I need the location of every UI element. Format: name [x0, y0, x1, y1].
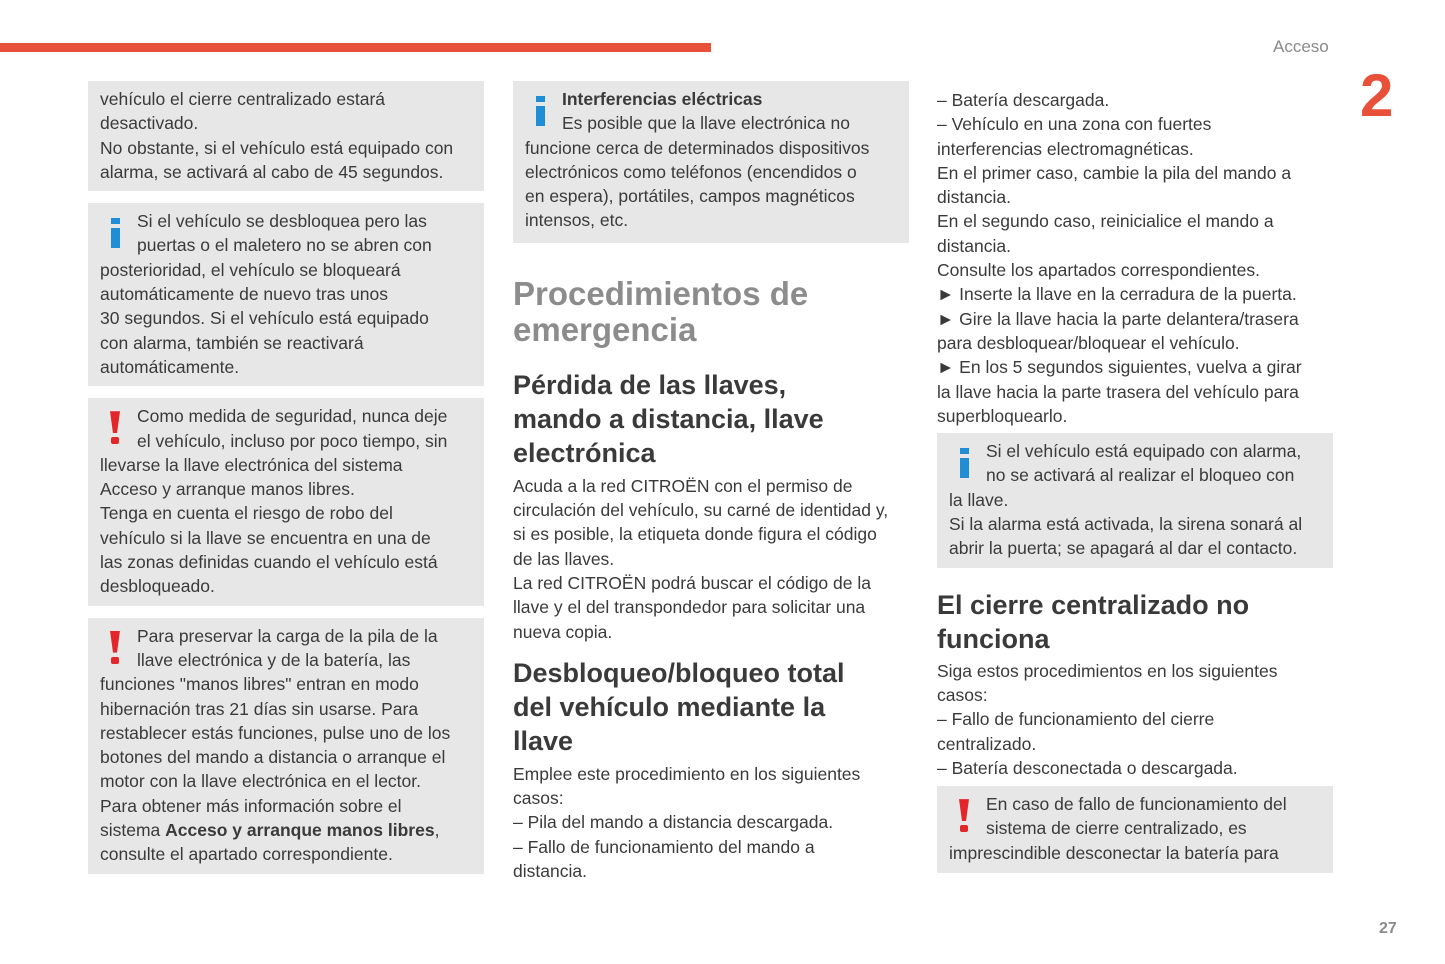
page-number: 27	[1379, 920, 1397, 937]
info-text-rest: la llave. Si la alarma está activada, la sirena sonará al abrir la puerta; se apagará al dar el contacto.	[949, 489, 1303, 559]
system-name-bold: Acceso y arranque manos libres	[165, 820, 435, 841]
warning-text-last: consulte el apartado correspondiente.	[100, 844, 393, 865]
column-left	[88, 81, 484, 874]
info-title: Interferencias eléctricas	[562, 89, 763, 109]
info-text-first: Es posible que la llave electrónica no	[562, 113, 850, 134]
header-accent-bar	[0, 43, 711, 52]
info-text-first: Si el vehículo se desbloquea pero las puertas o el maletero no se abren con	[137, 211, 432, 256]
warning-box-security	[88, 398, 484, 605]
warning-text-rest: llevarse la llave electrónica del sistema Acceso y arranque manos libres. Tenga en cuenta el riesgo de robo del vehículo si la llave se encuentra en una de las zonas definidas cuando el vehículo está desbloqueado.	[100, 454, 438, 597]
info-text-rest: posterioridad, el vehículo se bloqueará automáticamente de nuevo tras unos 30 segundos. Si el vehículo está equipado con alarma, también se reactivará automáticamente.	[100, 259, 429, 377]
warning-text-rest: imprescindible desconectar la batería para	[949, 842, 1279, 863]
section-title: Acceso	[1273, 37, 1329, 56]
heading-unlock-key: Desbloqueo/bloqueo total del vehículo mediante la llave	[513, 657, 845, 756]
warning-text-first: En caso de fallo de funcionamiento del sistema de cierre centralizado, es	[986, 794, 1287, 839]
warning-text-system: sistema Acceso y arranque manos libres,	[100, 820, 440, 841]
text-procedure-steps: – Batería descargada. – Vehículo en una zona con fuertes interferencias electromagnéticas. En el primer caso, cambie la pila del mando a distancia. En el segundo caso, reinicialice el mando a distancia. Consulte los apartados correspondientes. ► Inserte la llave en la cerradura de la puerta. ► Gire la llave hacia la parte delantera/trasera para desbloquear/bloquear el vehículo. ► En los 5 segundos siguientes, vuelva a girar la llave hacia la parte trasera del vehículo para superbloquearlo.	[937, 90, 1302, 426]
column-middle	[513, 81, 909, 883]
info-box-alarm	[937, 433, 1333, 567]
column-right	[937, 81, 1333, 873]
warning-text-first: Como medida de seguridad, nunca deje el vehículo, incluso por poco tiempo, sin	[137, 406, 448, 451]
info-box-door	[88, 203, 484, 386]
info-box-interference	[513, 81, 909, 243]
warning-box-battery	[88, 618, 484, 874]
warning-text-rest: funciones "manos libres" entran en modo hibernación tras 21 días sin usarse. Para restablecer estás funciones, pulse uno de los botones del mando a distancia o arranque el motor con la llave electrónica en el lector. Para obtener más información sobre el	[100, 674, 451, 816]
text-lost-keys: Acuda a la red CITROËN con el permiso de circulación del vehículo, su carné de identidad y, si es posible, la etiqueta donde figura el código de las llaves. La red CITROËN podrá buscar el código de la llave y el del transpondedor para solicitar una nueva copia.	[513, 475, 889, 642]
warning-text-first: Para preservar la carga de la pila de la llave electrónica y de la batería, las	[137, 625, 438, 670]
heading-central-lock: El cierre centralizado no funciona	[937, 589, 1250, 654]
heading-lost-keys: Pérdida de las llaves, mando a distancia, llave electrónica	[513, 369, 824, 468]
warning-box-central-lock	[937, 786, 1333, 873]
note-text: vehículo el cierre centralizado estará desactivado. No obstante, si el vehículo está equipado con alarma, se activará al cabo de 45 segundos.	[100, 89, 454, 182]
info-text-rest: funcione cerca de determinados dispositivos electrónicos como teléfonos (encendidos o en espera), portátiles, campos magnéticos intensos, etc.	[525, 137, 870, 231]
section-heading-emergency: Procedimientos de emergencia	[513, 274, 809, 348]
info-text-first: Si el vehículo está equipado con alarma, no se activará al realizar el bloqueo con	[986, 441, 1302, 486]
chapter-number: 2	[1360, 62, 1394, 129]
text-unlock-key: Emplee este procedimiento en los siguientes casos: – Pila del mando a distancia descargada. – Fallo de funcionamiento del mando a distancia.	[513, 763, 861, 882]
text-central-lock: Siga estos procedimientos en los siguientes casos: – Fallo de funcionamiento del cierre centralizado. – Batería desconectada o descargada.	[937, 660, 1278, 778]
note-box-continued	[88, 81, 484, 191]
